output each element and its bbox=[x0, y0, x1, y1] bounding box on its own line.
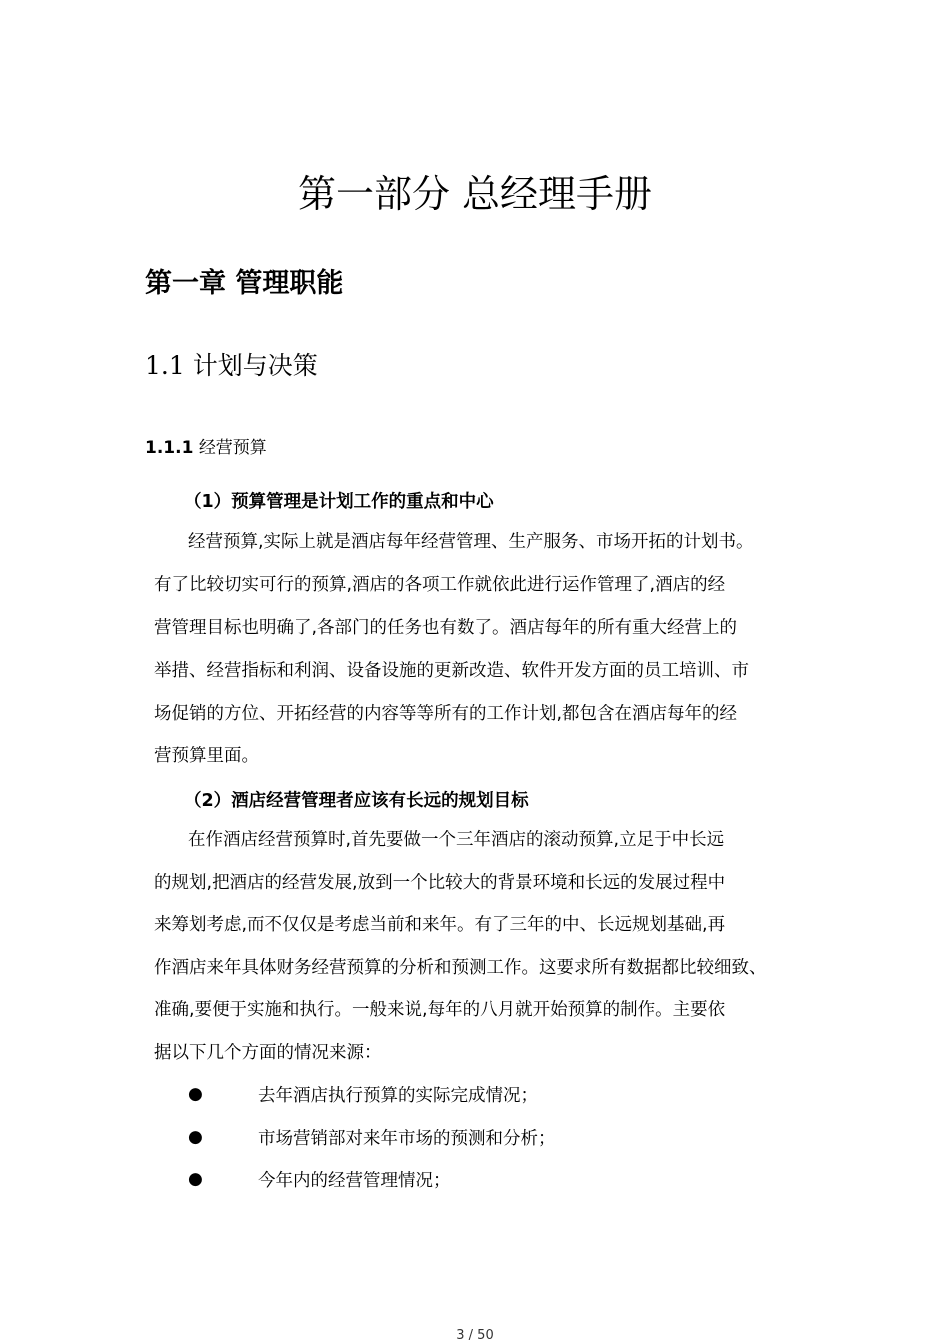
chapter-title: 第一章 管理职能 bbox=[145, 268, 344, 299]
paragraph-line: 的规划,把酒店的经营发展,放到一个比较大的背景环境和长远的发展过程中 bbox=[154, 873, 726, 893]
paragraph-line: 经营预算,实际上就是酒店每年经营管理、生产服务、市场开拓的计划书。 bbox=[188, 532, 754, 552]
bullet-icon: ● bbox=[188, 1084, 203, 1104]
point1-heading: （1）预算管理是计划工作的重点和中心 bbox=[184, 492, 494, 512]
paragraph-line: 据以下几个方面的情况来源： bbox=[154, 1043, 382, 1063]
paragraph-line: 作酒店来年具体财务经营预算的分析和预测工作。这要求所有数据都比较细致、 bbox=[154, 958, 767, 978]
paragraph-line: 营预算里面。 bbox=[154, 746, 259, 766]
point2-heading: （2）酒店经营管理者应该有长远的规划目标 bbox=[184, 791, 529, 811]
subsection-number: 1.1.1 bbox=[145, 438, 194, 458]
bullet-item: 去年酒店执行预算的实际完成情况； bbox=[258, 1086, 538, 1106]
paragraph-line: 在作酒店经营预算时,首先要做一个三年酒店的滚动预算,立足于中长远 bbox=[188, 830, 725, 850]
paragraph-line: 准确,要便于实施和执行。一般来说,每年的八月就开始预算的制作。主要依 bbox=[154, 1000, 726, 1020]
bullet-icon: ● bbox=[188, 1169, 203, 1189]
paragraph-line: 场促销的方位、开拓经营的内容等等所有的工作计划,都包含在酒店每年的经 bbox=[154, 704, 738, 724]
subsection-label: 经营预算 bbox=[198, 438, 267, 458]
page-number: 3 / 50 bbox=[456, 1328, 494, 1343]
subsection-title bbox=[145, 433, 267, 458]
paragraph-line: 来筹划考虑,而不仅仅是考虑当前和来年。有了三年的中、长远规划基础,再 bbox=[154, 915, 726, 935]
paragraph-line: 举措、经营指标和利润、设备设施的更新改造、软件开发方面的员工培训、市 bbox=[154, 661, 749, 681]
bullet-icon: ● bbox=[188, 1127, 203, 1147]
part-title: 第一部分 总经理手册 bbox=[297, 172, 653, 216]
section-title: 1.1 计划与决策 bbox=[145, 351, 318, 380]
paragraph-line: 营管理目标也明确了,各部门的任务也有数了。酒店每年的所有重大经营上的 bbox=[154, 618, 738, 638]
bullet-item: 今年内的经营管理情况； bbox=[258, 1171, 451, 1191]
paragraph-line: 有了比较切实可行的预算,酒店的各项工作就依此进行运作管理了,酒店的经 bbox=[154, 575, 726, 595]
bullet-item: 市场营销部对来年市场的预测和分析； bbox=[258, 1129, 556, 1149]
